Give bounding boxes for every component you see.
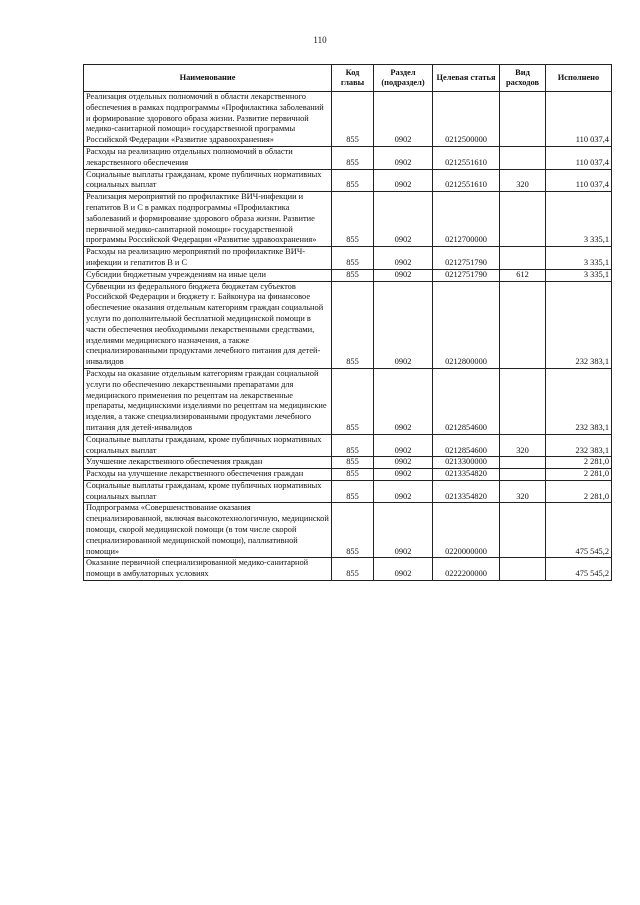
cell-kind: 320 xyxy=(500,480,546,503)
cell-section: 0902 xyxy=(374,146,433,169)
cell-chapter: 855 xyxy=(332,169,374,192)
table-row xyxy=(84,92,612,147)
table-body xyxy=(84,92,612,581)
cell-amount: 3 335,1 xyxy=(546,247,612,270)
cell-kind xyxy=(500,457,546,469)
cell-target: 0212551610 xyxy=(433,169,500,192)
table-row xyxy=(84,247,612,270)
cell-chapter: 855 xyxy=(332,92,374,147)
cell-amount: 3 335,1 xyxy=(546,192,612,247)
cell-section: 0902 xyxy=(374,269,433,281)
cell-section: 0902 xyxy=(374,169,433,192)
cell-target: 0222200000 xyxy=(433,558,500,581)
cell-name: Субсидии бюджетным учреждениям на иные цели xyxy=(84,269,332,281)
cell-kind: 320 xyxy=(500,169,546,192)
cell-name: Расходы на оказание отдельным категориям граждан социальной услуги по обеспечению лекарственными препаратами для медицинского применения по рецептам на лекарственные препараты, медицинскими изделиями по рецептам на медицинские изделия, а также специализированными продуктами лечебного питания для детей-инвалидов xyxy=(84,368,332,434)
cell-section: 0902 xyxy=(374,503,433,558)
cell-amount: 2 281,0 xyxy=(546,457,612,469)
cell-amount: 110 037,4 xyxy=(546,92,612,147)
cell-kind xyxy=(500,368,546,434)
cell-chapter: 855 xyxy=(332,281,374,368)
cell-section: 0902 xyxy=(374,281,433,368)
cell-name: Социальные выплаты гражданам, кроме публичных нормативных социальных выплат xyxy=(84,480,332,503)
table-row xyxy=(84,281,612,368)
header-executed: Исполнено xyxy=(546,65,612,92)
cell-name: Реализация мероприятий по профилактике ВИЧ-инфекции и гепатитов В и С в рамках подпрограммы «Профилактика заболеваний и формирование здорового образа жизни. Развитие первичной медико-санитарной помощи» государственной программы Российской Федерации «Развитие здравоохранения» xyxy=(84,192,332,247)
cell-amount: 232 383,1 xyxy=(546,368,612,434)
table-header-row xyxy=(84,65,612,92)
cell-amount: 475 545,2 xyxy=(546,558,612,581)
cell-name: Улучшение лекарственного обеспечения граждан xyxy=(84,457,332,469)
cell-amount: 110 037,4 xyxy=(546,169,612,192)
cell-target: 0212551610 xyxy=(433,146,500,169)
table-row xyxy=(84,146,612,169)
cell-name: Расходы на улучшение лекарственного обеспечения граждан xyxy=(84,469,332,481)
cell-amount: 475 545,2 xyxy=(546,503,612,558)
cell-chapter: 855 xyxy=(332,480,374,503)
cell-kind xyxy=(500,558,546,581)
cell-section: 0902 xyxy=(374,192,433,247)
cell-name: Расходы на реализацию мероприятий по профилактике ВИЧ-инфекции и гепатитов В и С xyxy=(84,247,332,270)
cell-kind xyxy=(500,192,546,247)
cell-chapter: 855 xyxy=(332,192,374,247)
cell-amount: 2 281,0 xyxy=(546,469,612,481)
cell-section: 0902 xyxy=(374,469,433,481)
cell-target: 0212700000 xyxy=(433,192,500,247)
cell-kind: 320 xyxy=(500,434,546,457)
header-kind: Вид расходов xyxy=(500,65,546,92)
cell-amount: 232 383,1 xyxy=(546,434,612,457)
header-target: Целевая статья xyxy=(433,65,500,92)
table-row xyxy=(84,169,612,192)
cell-section: 0902 xyxy=(374,558,433,581)
header-section: Раздел (подраздел) xyxy=(374,65,433,92)
cell-target: 0212854600 xyxy=(433,368,500,434)
cell-target: 0212854600 xyxy=(433,434,500,457)
cell-kind: 612 xyxy=(500,269,546,281)
table-row xyxy=(84,368,612,434)
cell-target: 0213300000 xyxy=(433,457,500,469)
cell-chapter: 855 xyxy=(332,457,374,469)
cell-section: 0902 xyxy=(374,480,433,503)
cell-chapter: 855 xyxy=(332,247,374,270)
cell-section: 0902 xyxy=(374,92,433,147)
table-row xyxy=(84,434,612,457)
cell-name: Реализация отдельных полномочий в области лекарственного обеспечения в рамках подпрограммы «Профилактика заболеваний и формирование здорового образа жизни. Развитие первичной медико-санитарной помощи» государственной программы Российской Федерации «Развитие здравоохранения» xyxy=(84,92,332,147)
cell-target: 0213354820 xyxy=(433,469,500,481)
cell-chapter: 855 xyxy=(332,146,374,169)
cell-chapter: 855 xyxy=(332,434,374,457)
cell-target: 0212800000 xyxy=(433,281,500,368)
cell-name: Подпрограмма «Совершенствование оказания специализированной, включая высокотехнологичную, медицинской помощи, скорой медицинской помощи (в том числе скорой специализированной медицинской помощи), паллиативной помощи» xyxy=(84,503,332,558)
cell-chapter: 855 xyxy=(332,368,374,434)
cell-amount: 2 281,0 xyxy=(546,480,612,503)
cell-name: Социальные выплаты гражданам, кроме публичных нормативных социальных выплат xyxy=(84,434,332,457)
cell-chapter: 855 xyxy=(332,469,374,481)
cell-kind xyxy=(500,247,546,270)
header-chapter: Код главы xyxy=(332,65,374,92)
cell-amount: 110 037,4 xyxy=(546,146,612,169)
cell-section: 0902 xyxy=(374,457,433,469)
budget-table xyxy=(83,64,612,581)
cell-chapter: 855 xyxy=(332,503,374,558)
table-row xyxy=(84,503,612,558)
table-row xyxy=(84,469,612,481)
header-name: Наименование xyxy=(84,65,332,92)
cell-amount: 3 335,1 xyxy=(546,269,612,281)
cell-target: 0220000000 xyxy=(433,503,500,558)
cell-kind xyxy=(500,146,546,169)
cell-target: 0212751790 xyxy=(433,269,500,281)
table-row xyxy=(84,269,612,281)
cell-kind xyxy=(500,469,546,481)
cell-chapter: 855 xyxy=(332,558,374,581)
table-row xyxy=(84,192,612,247)
cell-section: 0902 xyxy=(374,434,433,457)
cell-amount: 232 383,1 xyxy=(546,281,612,368)
cell-kind xyxy=(500,281,546,368)
table-row xyxy=(84,457,612,469)
cell-target: 0212751790 xyxy=(433,247,500,270)
cell-chapter: 855 xyxy=(332,269,374,281)
cell-name: Субвенции из федерального бюджета бюджетам субъектов Российской Федерации и бюджету г. Байконура на финансовое обеспечение оказания отдельным категориям граждан социальной услуги по дополнительной бесплатной медицинской помощи в части обеспечения необходимыми лекарственными средствами, изделиями медицинского назначения, а также специализированными продуктами лечебного питания для детей-инвалидов xyxy=(84,281,332,368)
table-row xyxy=(84,558,612,581)
cell-target: 0212500000 xyxy=(433,92,500,147)
cell-name: Оказание первичной специализированной медико-санитарной помощи в амбулаторных условиях xyxy=(84,558,332,581)
cell-target: 0213354820 xyxy=(433,480,500,503)
cell-name: Социальные выплаты гражданам, кроме публичных нормативных социальных выплат xyxy=(84,169,332,192)
cell-section: 0902 xyxy=(374,247,433,270)
cell-section: 0902 xyxy=(374,368,433,434)
cell-kind xyxy=(500,92,546,147)
table-row xyxy=(84,480,612,503)
cell-name: Расходы на реализацию отдельных полномочий в области лекарственного обеспечения xyxy=(84,146,332,169)
page-number: 110 xyxy=(313,35,327,45)
cell-kind xyxy=(500,503,546,558)
